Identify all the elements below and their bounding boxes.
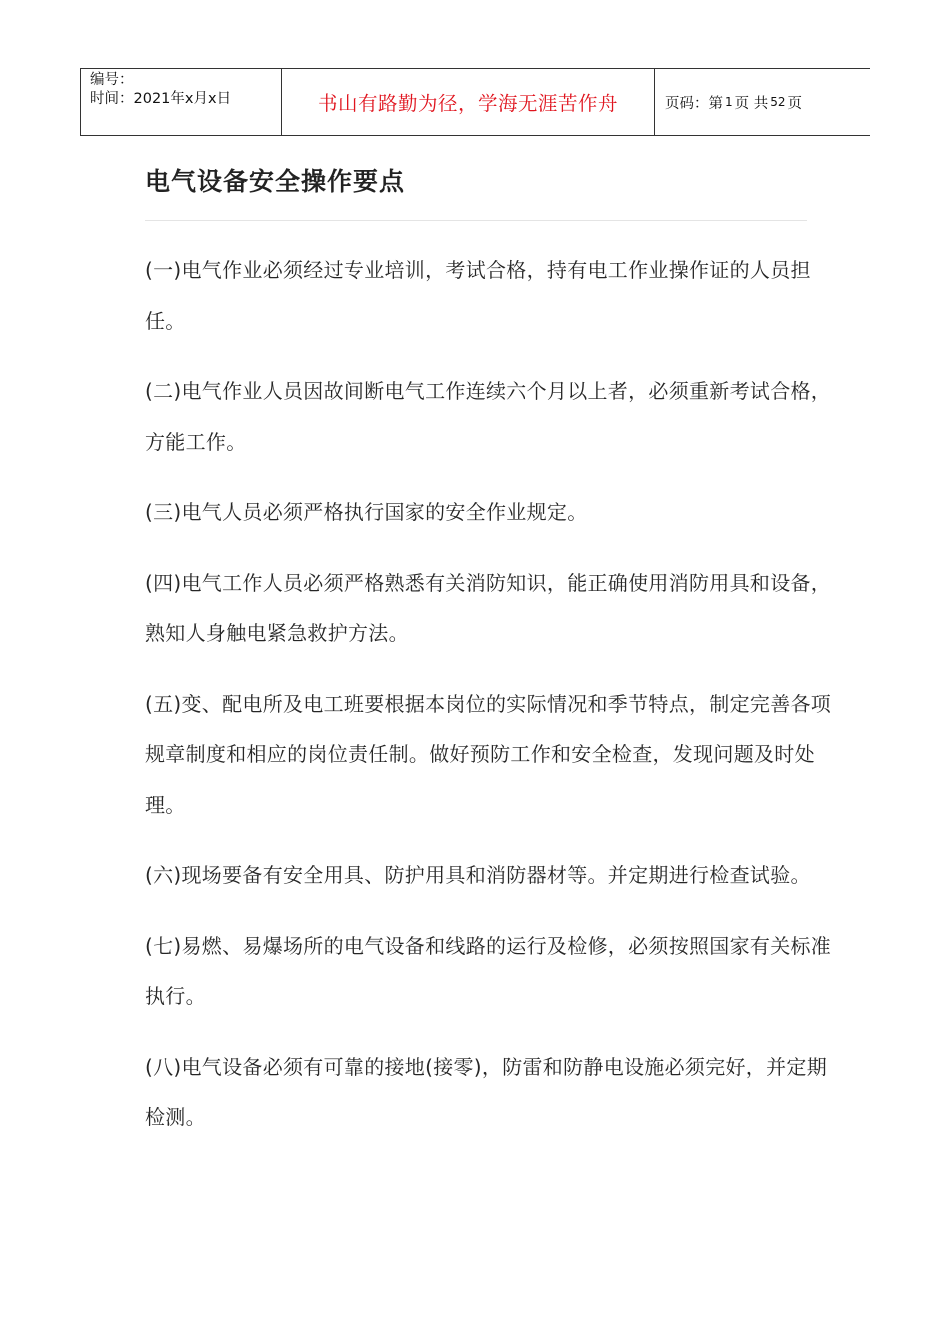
number-label: 编号：	[90, 72, 134, 88]
motto-cell	[282, 69, 655, 135]
document-title: 电气设备安全操作要点	[145, 167, 406, 196]
page-info-cell	[655, 69, 870, 135]
paragraph-3: (三)电气人员必须严格执行国家的安全作业规定。	[145, 500, 588, 524]
page-suffix: 页	[787, 95, 803, 112]
page-prefix: 页码：第	[665, 95, 723, 112]
time-label: 时间：2021年x月x日	[90, 91, 232, 107]
header-table	[80, 68, 870, 136]
paragraph-2: (二)电气作业人员因故间断电气工作连续六个月以上者，必须重新考试合格，方能工作。	[145, 379, 832, 454]
document-body	[145, 245, 835, 1163]
header-info-cell	[81, 69, 282, 135]
paragraph-1: (一)电气作业必须经过专业培训，考试合格，持有电工作业操作证的人员担任。	[145, 258, 811, 333]
paragraph-6: (六)现场要备有安全用具、防护用具和消防器材等。并定期进行检查试验。	[145, 863, 811, 887]
paragraph-8: (八)电气设备必须有可靠的接地(接零)，防雷和防静电设施必须完好，并定期检测。	[145, 1054, 828, 1129]
page-current: 1	[725, 95, 733, 109]
motto-text: 书山有路勤为径，学海无涯苦作舟	[317, 92, 618, 115]
page-total: 52	[770, 95, 786, 109]
paragraph-4: (四)电气工作人员必须严格熟悉有关消防知识，能正确使用消防用具和设备，熟知人身触电紧急救护方法。	[145, 570, 832, 645]
page-mid: 页 共	[734, 95, 769, 112]
paragraph-7: (七)易燃、易爆场所的电气设备和线路的运行及检修，必须按照国家有关标准执行。	[145, 933, 832, 1008]
paragraph-5: (五)变、配电所及电工班要根据本岗位的实际情况和季节特点，制定完善各项规章制度和相应的岗位责任制。做好预防工作和安全检查，发现问题及时处理。	[145, 691, 832, 817]
title-divider	[145, 220, 807, 221]
